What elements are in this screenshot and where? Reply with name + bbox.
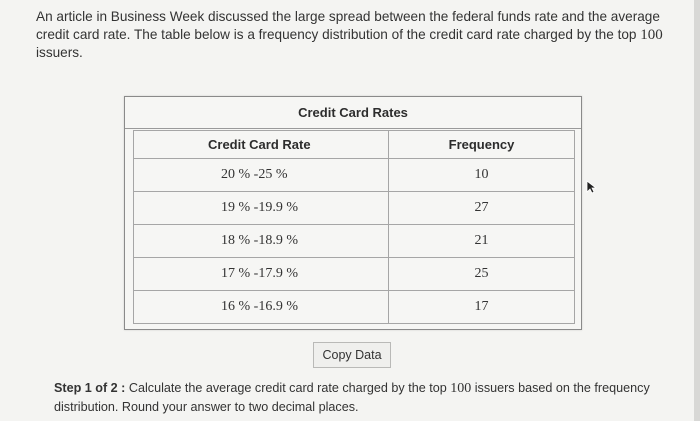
column-header-frequency: Frequency [389,131,575,159]
rate-cell: 18 % -18.9 % [134,225,389,258]
table-caption: Credit Card Rates [125,97,581,129]
step-instruction [54,379,674,416]
frequency-cell: 10 [389,159,575,192]
step-label: Step 1 of 2 : [54,381,126,395]
frequency-cell: 21 [389,225,575,258]
copy-data-button[interactable]: Copy Data [313,342,391,368]
right-edge-bar [694,0,700,421]
question-text-part2: issuers. [36,45,83,60]
table-header-row [134,131,575,159]
rate-cell: 19 % -19.9 % [134,192,389,225]
table-row [134,258,575,291]
frequency-cell: 27 [389,192,575,225]
rate-cell: 16 % -16.9 % [134,291,389,324]
credit-card-rates-table [124,96,582,330]
frequency-table [133,130,575,324]
mouse-pointer-icon [584,180,598,194]
frequency-cell: 17 [389,291,575,324]
frequency-cell: 25 [389,258,575,291]
step-text-part2: issuers based on the frequency distribution. Round your answer to two decimal places. [54,381,650,414]
rate-cell: 17 % -17.9 % [134,258,389,291]
table-row [134,192,575,225]
step-number: 100 [450,381,472,396]
question-number: 100 [640,27,663,43]
table-row [134,225,575,258]
column-header-rate: Credit Card Rate [134,131,389,159]
table-row [134,291,575,324]
rate-cell: 20 % -25 % [134,159,389,192]
question-text [36,8,676,62]
table-row [134,159,575,192]
step-text-part1: Calculate the average credit card rate charged by the top [125,381,451,395]
question-text-part1: An article in Business Week discussed the large spread between the federal funds rate and the average credit card rate. The table below is a frequency distribution of the credit card rate charged by the top [36,9,660,42]
